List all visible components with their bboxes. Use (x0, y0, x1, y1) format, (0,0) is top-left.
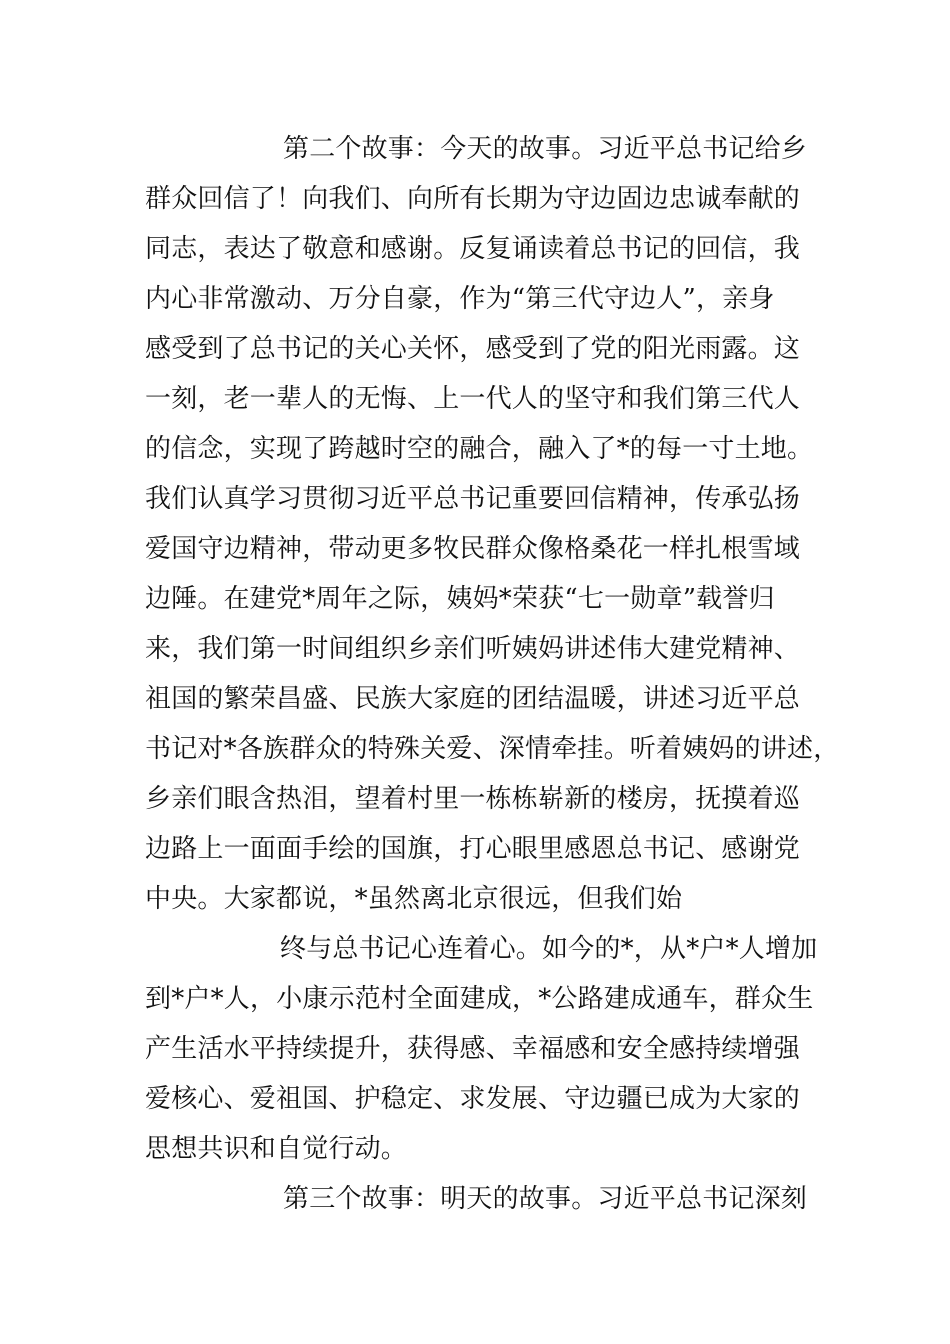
paragraph-line: 祖国的繁荣昌盛、民族大家庭的团结温暖，讲述习近平总 (145, 684, 801, 714)
paragraph-line: 第三个故事：明天的故事。习近平总书记深刻 (283, 1184, 808, 1214)
paragraph-line: 感受到了总书记的关心关怀，感受到了党的阳光雨露。这 (145, 334, 801, 364)
paragraph-line: 到*户*人，小康示范村全面建成，*公路建成通车，群众生 (145, 984, 814, 1014)
paragraph-line: 爱国守边精神，带动更多牧民群众像格桑花一样扎根雪域 (145, 534, 801, 564)
paragraph-line: 终与总书记心连着心。如今的*，从*户*人增加 (280, 934, 818, 964)
paragraph-line: 群众回信了！向我们、向所有长期为守边固边忠诚奉献的 (145, 184, 801, 214)
paragraph-line: 边陲。在建党*周年之际，姨妈*荣获“七一勋章”载誉归 (145, 584, 775, 614)
paragraph-line: 我们认真学习贯彻习近平总书记重要回信精神，传承弘扬 (145, 484, 801, 514)
paragraph-line: 的信念，实现了跨越时空的融合，融入了*的每一寸土地。 (145, 434, 814, 464)
paragraph-line: 一刻，老一辈人的无悔、上一代人的坚守和我们第三代人 (145, 384, 801, 414)
paragraph-line: 书记对*各族群众的特殊关爱、深情牵挂。听着姨妈的讲述， (145, 734, 840, 764)
paragraph-line: 产生活水平持续提升，获得感、幸福感和安全感持续增强 (145, 1034, 801, 1064)
paragraph-line: 乡亲们眼含热泪，望着村里一栋栋崭新的楼房，抚摸着巡 (145, 784, 801, 814)
paragraph-line: 爱核心、爱祖国、护稳定、求发展、守边疆已成为大家的 (145, 1084, 801, 1114)
paragraph-line: 思想共识和自觉行动。 (145, 1134, 408, 1164)
paragraph-line: 来，我们第一时间组织乡亲们听姨妈讲述伟大建党精神、 (145, 634, 801, 664)
paragraph-line: 内心非常激动、万分自豪，作为“第三代守边人”，亲身 (145, 284, 775, 314)
paragraph-line: 第二个故事：今天的故事。习近平总书记给乡 (283, 134, 808, 164)
paragraph-line: 中央。大家都说，*虽然离北京很远，但我们始 (145, 884, 683, 914)
paragraph-line: 边路上一面面手绘的国旗，打心眼里感恩总书记、感谢党 (145, 834, 801, 864)
paragraph-line: 同志，表达了敬意和感谢。反复诵读着总书记的回信，我 (145, 234, 801, 264)
